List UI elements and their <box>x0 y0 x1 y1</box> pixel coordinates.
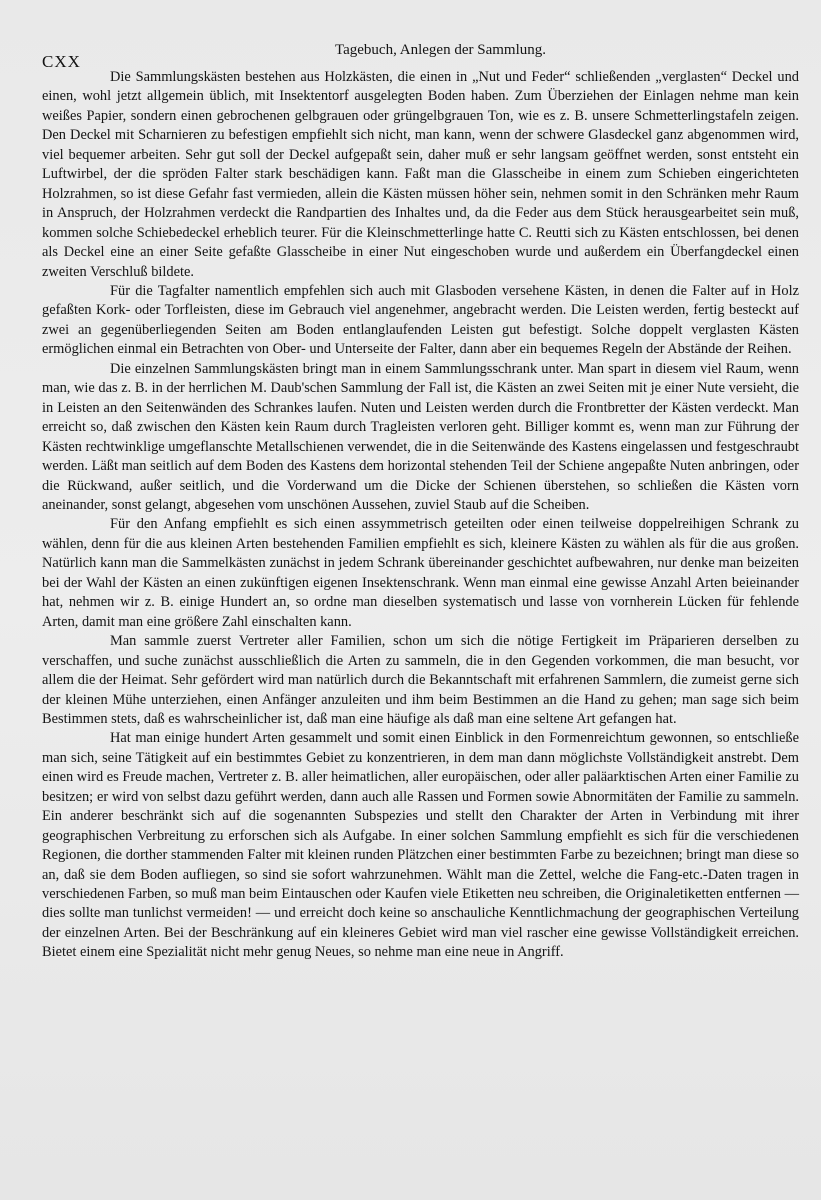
paragraph: Für den Anfang empfiehlt es sich einen assymmetrisch geteilten oder einen teilweise doppelreihigen Schrank zu wählen, denn für die aus kleinen Arten bestehenden Familien empfiehlt es sich, kleinere Kästen zu wählen als für die aus großen. Natürlich kann man die Sammelkästen zunächst in jedem Schrank übereinander geschichtet aufbewahren, nur denke man beizeiten bei der Wahl der Kästen an einen zukünftigen eigenen Insektenschrank. Wenn man einmal eine gewisse Anzahl Arten beieinander hat, nehmen wir z. B. einige Hundert an, so ordne man dieselben systematisch und lasse von vornherein Lücken für fehlende Arten, damit man eine größere Zahl einschalten kann. <box>42 516 799 630</box>
paragraph: Man sammle zuerst Vertreter aller Familien, schon um sich die nötige Fertigkeit im Präparieren derselben zu verschaffen, und suche zunächst ausschließlich die Arten zu sammeln, die in den Gegenden vorkommen, die man besucht, vor allem die der Heimat. Sehr gefördert wird man natürlich durch die Bekanntschaft mit erfahrenen Sammlern, die zumeist gerne sich der kleinen Mühe unterziehen, einen Anfänger anzuleiten und ihm beim Bestimmen an die Hand zu gehen; man sage sich beim Bestimmen stets, daß es wahrscheinlicher ist, daß man eine häufige als daß man eine seltene Art gefangen hat. <box>42 633 799 727</box>
page-header <box>42 38 799 71</box>
paragraph: Die Sammlungskästen bestehen aus Holzkästen, die einen in „Nut und Feder“ schließenden „verglasten“ Deckel und einen, wohl jetzt allgemein üblich, mit Insektentorf ausgelegten Boden haben. Zum Überziehen der Einlagen nehme man kein weißes Papier, sondern einen gebrochenen gelbgrauen oder grüngelbgrauen Ton, wie es z. B. unsere Schmetterlingstafeln zeigen. Den Deckel mit Scharnieren zu befestigen empfiehlt sich nicht, man kann, wenn der schwere Glasdeckel ganz abgenommen wird, viel bequemer arbeiten. Sehr gut soll der Deckel aufgepaßt sein, daher muß er sehr langsam geöffnet werden, sonst entsteht ein Luftwirbel, der die spröden Falter stark beschädigen kann. Faßt man die Glasscheibe in einem zum Schieben eingerichteten Holzrahmen, so ist diese Gefahr fast vermieden, allein die Kästen müssen höher sein, nehmen somit in den Schränken mehr Raum in Anspruch, der Holzrahmen verdeckt die Randpartien des Inhaltes und, da die Feder aus dem Stück herausgearbeitet sein muß, kommen solche Schiebedeckel erheblich teurer. Für die Kleinschmetterlinge hatte C. Reutti sich zu Kästen entschlossen, bei denen als Deckel eine an einer Seite gefaßte Glasscheibe in einer Nut eingeschoben wurde und außerdem ein Überfangdeckel einen zweiten Verschluß bildete. <box>42 69 799 280</box>
paragraph: Hat man einige hundert Arten gesammelt und somit einen Einblick in den Formenreichtum gewonnen, so entschließe man sich, seine Tätigkeit auf ein bestimmtes Gebiet zu konzentrieren, in dem man dann möglichste Vollständigkeit anstrebt. Dem einen wird es Freude machen, Vertreter z. B. aller heimatlichen, aller europäischen, oder aller paläarktischen Arten einer Familie zu besitzen; er wird von selbst dazu geführt werden, dann auch alle Rassen und Formen sowie Abnormitäten der Familie zu sammeln. Ein anderer beschränkt sich auf die sogenannten Subspezies und stellt den Charakter der Arten in Verbindung mit ihrer geographischen Verbreitung zu erforschen sich als Aufgabe. In einer solchen Sammlung empfiehlt es sich für die verschiedenen Regionen, die dorther stammenden Falter mit kleinen runden Plätzchen einer bestimmten Farbe zu bezeichnen; bringt man diese so an, daß sie dem Boden aufliegen, so sind sie sofort wahrzunehmen. Wählt man die Zettel, welche die Fang-etc.-Daten tragen in verschiedenen Farben, so muß man beim Eintauschen oder Kaufen viele Etiketten neu schreiben, die Originaletiketten entfernen — dies sollte man tunlichst vermeiden! — und erreicht doch keine so anschauliche Kenntlichmachung der geographischen Verteilung der einzelnen Arten. Bei der Beschränkung auf ein kleineres Gebiet wird man viel rascher eine gewisse Vollständigkeit erreichen. Bietet einem eine Spezialität nicht mehr genug Neues, so nehme man eine neue in Angriff. <box>42 730 799 961</box>
body-text <box>42 68 799 963</box>
paragraph: Die einzelnen Sammlungskästen bringt man in einem Sammlungsschrank unter. Man spart in diesem viel Raum, wenn man, wie das z. B. in der herrlichen M. Daub'schen Sammlung der Fall ist, die Kästen an zwei Seiten mit je einer Nute versieht, die in Leisten an den Seitenwänden des Schrankes laufen. Nuten und Leisten werden durch die Frontbretter der Kästen verdeckt. Man erreicht so, daß zwischen den Kästen kein Raum durch Tragleisten verloren geht. Billiger kommt es, wenn man zur Führung der Kästen rechtwinklige umgeflanschte Metallschienen verwendet, die in die Seitenwände des Kastens eingelassen und festgeschraubt werden. Läßt man seitlich auf dem Boden des Kastens dem horizontal stehenden Teil der Schiene angepaßte Nuten anbringen, oder die Rückwand, außer seitlich, und die Vorderwand um die Dicke der Schienen überstehen, so schließen die Kästen vorn aneinander, sonst gelangt, abgesehen vom unschönen Aussehen, zuviel Staub auf die Scheiben. <box>42 360 799 513</box>
paragraph: Für die Tagfalter namentlich empfehlen sich auch mit Glasboden versehene Kästen, in denen die Falter auf in Holz gefaßten Kork- oder Torfleisten, diese im Gebrauch viel angenehmer, angebracht werden. Die Leisten werden, fertig besteckt auf zwei an gegenüberliegenden Seiten am Boden entlanglaufenden Leisten gut befestigt. Solche doppelt verglasten Kästen ermöglichen einmal ein Betrachten von Ober- und Unterseite der Falter, dann aber ein bequemes Regeln der Abstände der Reihen. <box>42 282 799 358</box>
running-title: Tagebuch, Anlegen der Sammlung. <box>335 42 546 58</box>
page-number: CXX <box>42 52 81 71</box>
